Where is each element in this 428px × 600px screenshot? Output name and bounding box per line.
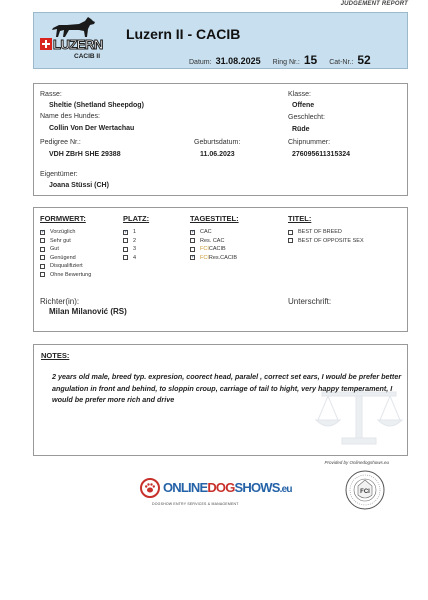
report-type-label: JUDGEMENT REPORT [340,1,408,7]
formwert-title: FORMWERT: [40,214,86,223]
formwert-option-2[interactable] [40,237,91,246]
formwert-option-label: Gut [50,246,59,253]
notes-box [33,344,408,456]
fci-seal-icon [345,470,385,510]
checkbox-icon[interactable] [40,264,45,269]
dog-name-value: Collin Von Der Wertachau [49,125,135,132]
wordmark-eu: .eu [279,484,292,495]
onlinedogshows-wordmark [163,480,292,495]
pedigree-label: Pedigree Nr.: [40,139,81,146]
tagestitel-option-label: CACIB [208,246,226,253]
logo-brand-text: LUZERN [53,37,103,52]
signature-label: Unterschrift: [288,297,332,306]
checkbox-icon[interactable] [40,238,45,243]
checkbox-icon[interactable] [123,238,128,243]
date-label: Datum: [189,59,212,66]
owner-value: Joana Stüssi (CH) [49,182,109,189]
checked-checkbox-icon[interactable] [40,230,45,235]
show-title: Luzern II - CACIB [126,26,241,42]
checked-checkbox-icon[interactable] [190,230,195,235]
cat-value: 52 [357,53,371,67]
tagestitel-option-2[interactable] [190,237,239,246]
breed-value: Sheltie (Shetland Sheepdog) [49,102,144,109]
fci-prefix: FCI [200,246,209,253]
titel-option-label: BEST OF BREED [298,229,342,236]
formwert-option-4[interactable] [40,254,91,263]
titel-option-1[interactable] [288,228,364,237]
formwert-option-label: Ohne Bewertung [50,271,92,278]
platz-options [123,228,149,262]
birthdate-label: Geburtsdatum: [194,139,241,146]
wordmark-dog: DOG [207,480,235,495]
class-value: Offene [292,102,315,109]
date-value: 31.08.2025 [215,56,261,66]
formwert-option-label: Disqualifiziert [50,263,83,270]
platz-column [123,214,149,262]
tagestitel-option-label: Res. CAC [200,237,225,244]
birthdate-value: 11.06.2023 [200,151,235,158]
checkbox-icon[interactable] [123,255,128,260]
checkbox-icon[interactable] [40,247,45,252]
formwert-option-1[interactable] [40,228,91,237]
wordmark-online: ONLINE [163,480,208,495]
results-box [33,207,408,332]
platz-option-label: 4 [133,254,137,261]
judge-name: Milan Milanović (RS) [49,307,127,316]
platz-option-label: 3 [133,246,137,253]
formwert-options [40,228,91,279]
formwert-option-3[interactable] [40,245,91,254]
fci-prefix: FCI [200,254,209,261]
formwert-option-label: Sehr gut [50,237,71,244]
notes-text: 2 years old male, breed typ. expresion, coorect head, paralel , correct set ears, I would be prefer better angulation in front and behind, to sloppin croup, carriage of tail to hight, very happy temperament, I would be prefer more rich and drive [52,372,402,404]
titel-options [288,228,364,245]
cat-label: Cat-Nr.: [329,59,354,66]
checkbox-icon[interactable] [40,272,45,277]
sex-value: Rüde [292,126,310,133]
platz-option-label: 1 [133,229,137,236]
onlinedogshows-logo [140,474,290,510]
checked-checkbox-icon[interactable] [190,255,195,260]
dog-name-label: Name des Hundes: [40,113,100,120]
tagestitel-option-4[interactable] [190,254,239,263]
checkbox-icon[interactable] [288,230,293,235]
platz-title: PLATZ: [123,214,150,223]
checkbox-icon[interactable] [190,238,195,243]
swiss-flag-icon [40,38,52,50]
onlinedogshows-tagline: DOGSHOW ENTRY SERVICES & MANAGEMENT [152,502,239,506]
provided-by-text: Provided by Onlinedogshows.eu [324,460,389,465]
fci-seal-text: FCI [360,489,370,495]
tagestitel-option-label: Res.CACIB [208,254,237,261]
platz-option-label: 2 [133,237,137,244]
formwert-option-5[interactable] [40,262,91,271]
notes-title: NOTES: [41,351,70,360]
owner-label: Eigentümer: [40,171,78,178]
show-meta [189,53,371,67]
titel-column [288,214,364,245]
luzern-logo [39,16,107,66]
formwert-column [40,214,91,279]
titel-option-2[interactable] [288,237,364,246]
checkbox-icon[interactable] [190,247,195,252]
tagestitel-option-label: CAC [200,229,212,236]
titel-title: TITEL: [288,214,312,223]
titel-option-label: BEST OF OPPOSITE SEX [298,237,364,244]
breed-label: Rasse: [40,91,62,98]
logo-sub-text: CACIB II [74,53,100,60]
pedigree-value: VDH ZBrH SHE 29388 [49,151,121,158]
checkbox-icon[interactable] [123,247,128,252]
platz-option-4[interactable] [123,254,149,263]
platz-option-2[interactable] [123,237,149,246]
dog-info-box [33,83,408,196]
checkbox-icon[interactable] [288,238,293,243]
formwert-option-label: Genügend [50,254,76,261]
formwert-option-6[interactable] [40,271,91,280]
tagestitel-option-3[interactable] [190,245,239,254]
checked-checkbox-icon[interactable] [123,230,128,235]
tagestitel-column [190,214,239,262]
ring-value: 15 [303,53,318,67]
checkbox-icon[interactable] [40,255,45,260]
sex-label: Geschlecht: [288,114,325,121]
paw-icon [140,478,160,498]
platz-option-1[interactable] [123,228,149,237]
class-label: Klasse: [288,91,311,98]
tagestitel-title: TAGESTITEL: [190,214,239,223]
chip-label: Chipnummer: [288,139,331,146]
tagestitel-options [190,228,239,262]
chip-value: 276095611315324 [292,151,351,158]
report-header [33,12,408,69]
formwert-option-label: Vorzüglich [50,229,76,236]
tagestitel-option-1[interactable] [190,228,239,237]
judge-label: Richter(in): [40,297,80,306]
ring-label: Ring Nr.: [272,59,300,66]
wordmark-shows: SHOWS [234,480,280,495]
platz-option-3[interactable] [123,245,149,254]
